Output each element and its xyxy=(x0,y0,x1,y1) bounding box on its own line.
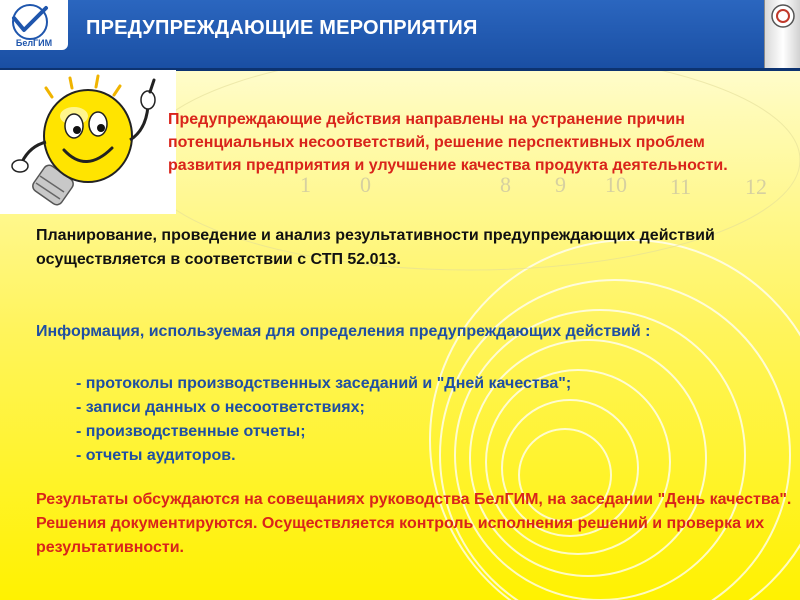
planning-paragraph: Планирование, проведение и анализ результативности предупреждающих действий осуществляется в соответствии с СТП 52.013. xyxy=(36,227,715,268)
svg-text:0: 0 xyxy=(360,172,371,197)
svg-text:9: 9 xyxy=(555,172,566,197)
slide-title: ПРЕДУПРЕЖДАЮЩИЕ МЕРОПРИЯТИЯ xyxy=(86,17,478,39)
emblem-icon xyxy=(765,0,800,68)
info-list xyxy=(76,372,571,468)
list-item: - протоколы производственных заседаний и "Дней качества"; xyxy=(76,375,572,392)
intro-paragraph: Предупреждающие действия направлены на устранение причин потенциальных несоответствий, решение перспективных проблем развития предприятия и улучшение качества продукта деятельности. xyxy=(168,111,728,174)
svg-text:8: 8 xyxy=(500,172,511,197)
svg-text:1: 1 xyxy=(300,172,311,197)
right-emblem xyxy=(764,0,800,68)
info-heading: Информация, используемая для определения предупреждающих действий : xyxy=(36,323,651,340)
lightbulb-panel xyxy=(0,70,176,214)
logo-text: БелГИМ xyxy=(15,38,53,48)
belgim-logo xyxy=(0,0,68,50)
results-paragraph: Результаты обсуждаются на совещаниях руководства БелГИМ, на заседании "День качества". Решения документируются. Осуществляется контроль исполнения решений и проверка их результативности. xyxy=(36,491,792,556)
background-number-11: 11 xyxy=(670,174,692,199)
belgim-logo-icon xyxy=(0,0,68,50)
lightbulb-mascot-icon xyxy=(0,70,176,214)
list-item: - записи данных о несоответствиях; xyxy=(76,399,365,416)
list-item: - отчеты аудиторов. xyxy=(76,447,236,464)
list-item: - производственные отчеты; xyxy=(76,423,306,440)
background-number-12: 12 xyxy=(745,174,767,199)
svg-text:10: 10 xyxy=(605,172,627,197)
